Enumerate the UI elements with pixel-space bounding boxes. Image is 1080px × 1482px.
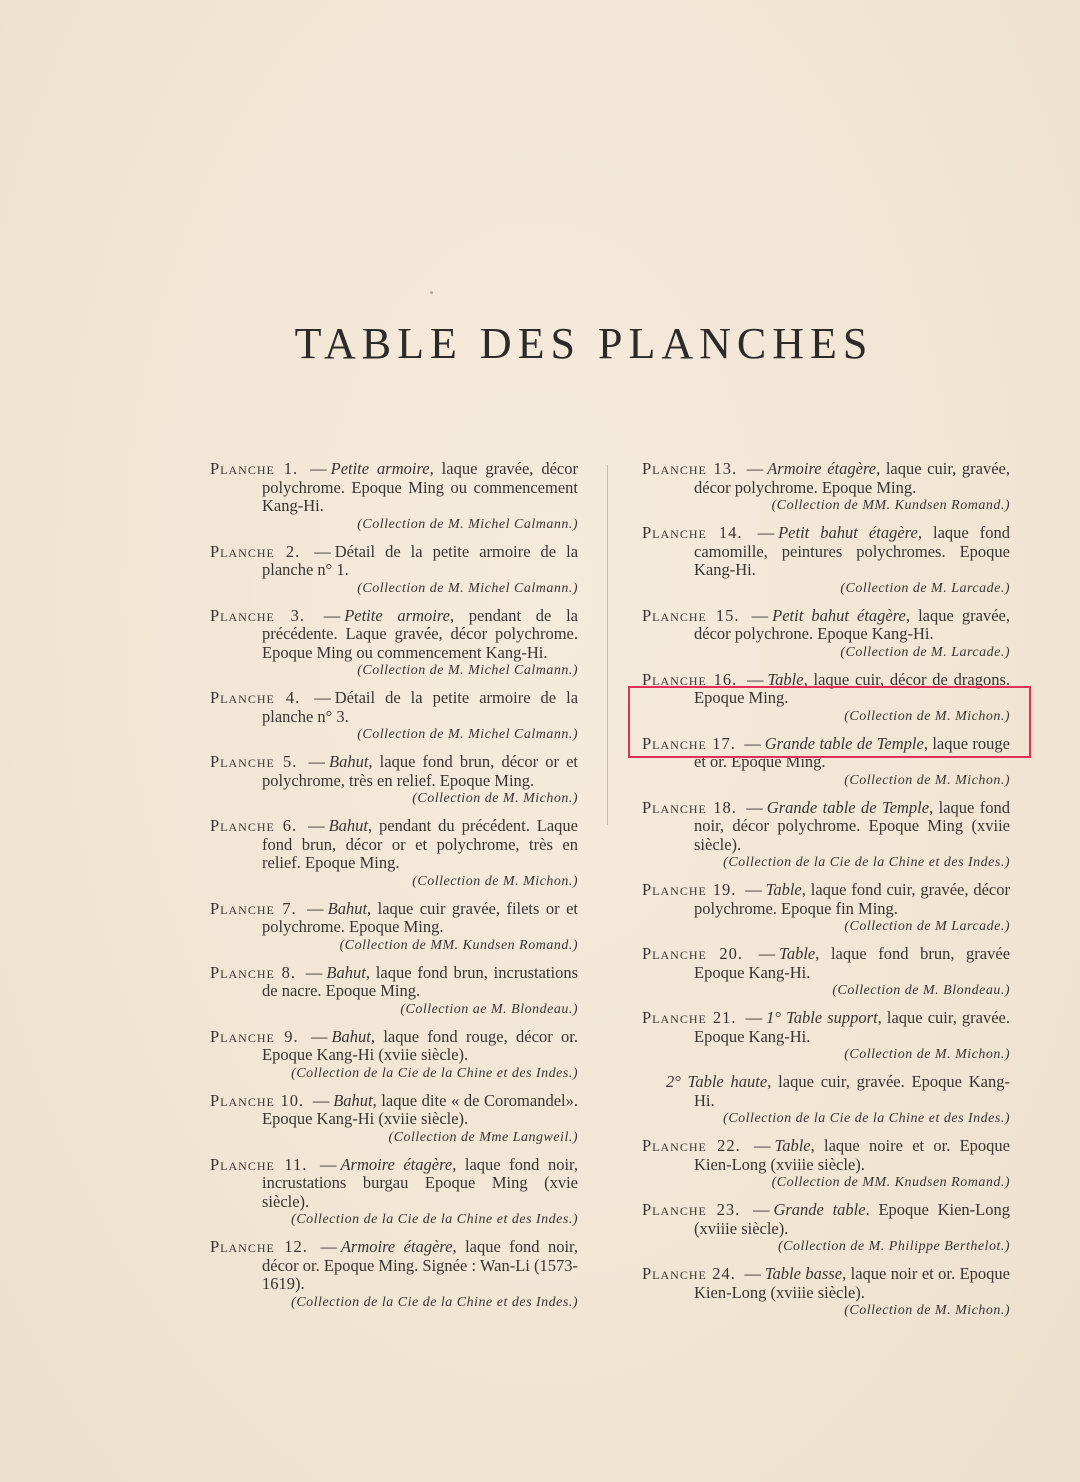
collection-credit: (Collection de M. Michon.): [412, 791, 578, 806]
plate-title: Armoire étagère: [767, 459, 877, 478]
plate-label: Planche 9.: [210, 1026, 299, 1046]
plate-description: [210, 900, 578, 937]
plate-text: , laque fond noir, décor or. Epoque Ming. Signée : Wan-Li (1573-1619).: [262, 1237, 578, 1293]
collection-credit: (Collection de la Cie de la Chine et des Indes.): [291, 1294, 578, 1310]
plate-entry: [210, 1028, 578, 1083]
plate-text: , laque gravée, décor polychrone. Epoque Kang-Hi.: [694, 605, 1010, 643]
plate-entry: [642, 1009, 1010, 1064]
plate-entry: [210, 753, 578, 808]
collection-credit: (Collection de M. Larcade.): [840, 580, 1010, 596]
collection-credit: (Collection de M. Michon.): [412, 873, 578, 889]
plate-label: Planche 13.: [642, 459, 738, 478]
dash-separator: —: [310, 459, 327, 478]
plate-entry: [642, 1265, 1010, 1320]
plate-title: Petit bahut étagère: [772, 605, 906, 625]
plate-description: [210, 1156, 578, 1212]
plate-description: [210, 1028, 578, 1065]
dash-separator: —: [757, 523, 775, 542]
plate-title: Petit bahut étagère: [778, 523, 918, 542]
plate-description: [210, 607, 578, 663]
collection-credit: (Collection de la Cie de la Chine et des Indes.): [723, 855, 1010, 870]
collection-credit: (Collection de M. Michel Calmann.): [357, 663, 578, 678]
dash-separator: —: [744, 733, 761, 753]
plate-entry: [642, 945, 1010, 1000]
plate-title: Grande table de Temple: [764, 733, 924, 753]
collection-credit: (Collection ae M. Blondeau.): [400, 1001, 578, 1017]
plate-title: Petite armoire: [344, 605, 450, 625]
dash-separator: —: [752, 1200, 770, 1219]
plate-text: . Epoque Kien-Long (xviiie siècle).: [694, 1200, 1010, 1238]
plate-label: Planche 16.: [642, 669, 738, 689]
right-column: [642, 460, 1010, 1329]
plate-entry: [210, 689, 578, 744]
dash-separator: —: [308, 816, 325, 835]
plate-entry: [210, 543, 578, 598]
plate-label: Planche 19.: [642, 880, 737, 899]
plate-label: Planche 6.: [210, 816, 298, 835]
plate-text: , laque rouge et or. Epoque Ming.: [694, 733, 1010, 771]
highlight-box: [628, 686, 1031, 758]
plate-label: Planche 22.: [642, 1136, 741, 1155]
plate-text: , laque cuir, décor de dragons. Epoque Ming.: [694, 669, 1010, 707]
plate-title: Table: [765, 880, 802, 899]
plate-text: Détail de la petite armoire de la planche n° 1.: [262, 541, 579, 579]
plate-label: Planche 18.: [642, 797, 737, 817]
plate-text: , laque fond rouge, décor or. Epoque Kang-Hi (xviie siècle).: [262, 1026, 579, 1064]
plate-label: Planche 10.: [210, 1090, 305, 1110]
plate-entry: [642, 799, 1010, 873]
dash-separator: —: [754, 1136, 771, 1155]
plate-title: Bahut: [331, 1026, 371, 1046]
plate-entry: [210, 964, 578, 1019]
collection-credit: (Collection de MM. Kundsen Romand.): [339, 937, 578, 953]
dash-separator: —: [745, 1008, 763, 1027]
collection-credit: (Collection de M Larcade.): [844, 919, 1010, 934]
plate-label: Planche 5.: [210, 752, 298, 771]
plate-text: , laque cuir, gravée. Epoque Kang-Hi.: [694, 1008, 1010, 1046]
paper-speck: [430, 291, 433, 294]
plate-text: , laque fond brun, gravée Epoque Kang-Hi.: [694, 944, 1011, 982]
plate-title: Table basse: [764, 1264, 843, 1283]
plate-title: Armoire étagère: [340, 1154, 453, 1174]
plate-description: [642, 799, 1010, 855]
plate-title: 1° Table support: [766, 1008, 878, 1027]
plate-text: , laque fond noir, incrustations burgau Epoque Ming (xvie siècle).: [262, 1154, 578, 1211]
collection-credit: (Collection de M. Blondeau.): [832, 983, 1010, 998]
plate-entry: [210, 817, 578, 891]
plate-entry: [642, 460, 1010, 515]
plate-entry: [210, 1238, 578, 1312]
collection-credit: (Collection de M. Michel Calmann.): [357, 516, 578, 532]
collection-credit: (Collection de M. Michel Calmann.): [357, 727, 578, 742]
collection-credit: (Collection de M. Michon.): [844, 1303, 1010, 1318]
plate-description: [210, 1092, 578, 1129]
plate-description: [642, 1009, 1010, 1046]
plate-entry: [642, 1137, 1010, 1192]
plate-description: [642, 881, 1010, 918]
collection-credit: (Collection de MM. Kundsen Romand.): [771, 498, 1010, 513]
plate-title: Petite armoire: [330, 459, 430, 478]
collection-credit: (Collection de MM. Knudsen Romand.): [771, 1175, 1010, 1190]
plate-description: [642, 524, 1010, 580]
dash-separator: —: [744, 1264, 761, 1283]
dash-separator: —: [745, 880, 762, 899]
plate-entry: [642, 524, 1010, 598]
plate-description: [642, 945, 1010, 982]
plate-entry: [642, 1073, 1010, 1128]
plate-title: Bahut: [329, 752, 369, 771]
dash-separator: —: [312, 1090, 330, 1110]
plate-text: , laque fond brun, incrustations de nacre. Epoque Ming.: [262, 962, 578, 1000]
plate-entry: [210, 1092, 578, 1147]
plate-title: Bahut: [328, 816, 368, 835]
plate-label: Planche 20.: [642, 944, 744, 963]
collection-credit: (Collection de M. Michel Calmann.): [357, 580, 578, 596]
plate-text: , laque cuir gravée, filets or et polychrome. Epoque Ming.: [262, 898, 578, 936]
plate-label: Planche 14.: [642, 523, 743, 542]
plate-title: Grande table: [773, 1200, 866, 1219]
dash-separator: —: [751, 605, 769, 625]
collection-credit: (Collection de la Cie de la Chine et des Indes.): [291, 1212, 578, 1227]
plate-text: , laque gravée, décor polychrome. Epoque Ming ou commencement Kang-Hi.: [262, 459, 579, 515]
dash-separator: —: [307, 898, 324, 918]
dash-separator: —: [314, 688, 331, 707]
plate-text: , pendant de la précédente. Laque gravée, décor polychrome. Epoque Ming ou commencement Kang-Hi.: [262, 605, 578, 662]
column-divider: [607, 465, 608, 825]
plate-label: Planche 4.: [210, 688, 301, 707]
plate-label: Planche 12.: [210, 1237, 308, 1256]
dash-separator: —: [320, 1237, 337, 1256]
collection-credit: (Collection de M. Philippe Berthelot.): [777, 1239, 1010, 1254]
plate-text: , laque cuir, gravée, décor polychrome. Epoque Ming.: [694, 459, 1011, 497]
plate-text: , laque dite « de Coromandel». Epoque Kang-Hi (xviie siècle).: [262, 1090, 578, 1128]
plate-title: Table: [767, 669, 804, 689]
plate-label: Planche 21.: [642, 1008, 737, 1027]
plate-description: [210, 964, 578, 1001]
plate-title: Table: [779, 944, 816, 963]
plate-entry: [210, 900, 578, 955]
plate-description: [210, 460, 578, 516]
plate-entry: [642, 607, 1010, 662]
plate-title: Grande table de Temple: [766, 797, 930, 817]
plate-label: Planche 2.: [210, 541, 301, 561]
plate-title: 2° Table haute: [666, 1072, 768, 1091]
plate-label: Planche 17.: [642, 733, 736, 753]
dash-separator: —: [746, 797, 763, 817]
dash-separator: —: [747, 669, 764, 689]
plate-entry: [642, 1201, 1010, 1256]
dash-separator: —: [746, 459, 764, 478]
plate-description: [642, 1073, 1010, 1110]
plate-label: Planche 11.: [210, 1154, 308, 1174]
plate-title: Bahut: [327, 898, 368, 918]
plate-label: Planche 23.: [642, 1200, 741, 1219]
collection-credit: (Collection de M. Michon.): [844, 708, 1010, 724]
dash-separator: —: [323, 605, 341, 625]
collection-credit: (Collection de la Cie de la Chine et des Indes.): [723, 1111, 1010, 1126]
plate-title: Armoire étagère: [340, 1237, 453, 1256]
plate-description: [210, 753, 578, 790]
plate-text: , laque noir et or. Epoque Kien-Long (xviiie siècle).: [694, 1264, 1010, 1302]
plate-text: , laque fond cuir, gravée, décor polychrome. Epoque fin Ming.: [694, 880, 1011, 918]
page-title: TABLE DES PLANCHES: [294, 319, 874, 368]
plate-label: Planche 3.: [210, 605, 305, 625]
plate-title: Bahut: [326, 962, 366, 982]
plate-text: , laque fond noir, décor polychrome. Epoque Ming (xviie siècle).: [694, 797, 1011, 854]
plate-text: , pendant du précédent. Laque fond brun, décor or et polychrome, très en relief. Epoque Ming.: [262, 816, 578, 872]
left-column: [210, 460, 578, 1321]
plate-entry: [210, 1156, 578, 1230]
plate-description: [642, 1265, 1010, 1302]
plate-description: [642, 460, 1010, 497]
plate-description: [642, 1201, 1010, 1238]
dash-separator: —: [758, 944, 776, 963]
plate-description: [210, 689, 578, 726]
collection-credit: (Collection de M. Michon.): [844, 772, 1010, 788]
plate-description: [210, 817, 578, 873]
plate-text: Détail de la petite armoire de la planche n° 3.: [262, 688, 579, 726]
dash-separator: —: [314, 541, 331, 561]
plate-label: Planche 8.: [210, 962, 297, 982]
dash-separator: —: [310, 1026, 328, 1046]
dash-separator: —: [319, 1154, 337, 1174]
plate-text: , laque fond brun, décor or et polychrome, très en relief. Epoque Ming.: [262, 752, 579, 790]
plate-label: Planche 1.: [210, 459, 299, 478]
plate-label: Planche 15.: [642, 605, 740, 625]
plate-description: [210, 1238, 578, 1294]
plate-title: Bahut: [333, 1090, 373, 1110]
plate-label: Planche 7.: [210, 898, 297, 918]
dash-separator: —: [305, 962, 323, 982]
plate-text: , laque fond camomille, peintures polychromes. Epoque Kang-Hi.: [694, 523, 1011, 579]
plate-description: [642, 607, 1010, 644]
plate-title: Table: [774, 1136, 811, 1155]
collection-credit: (Collection de M. Michon.): [844, 1047, 1010, 1062]
collection-credit: (Collection de M. Larcade.): [840, 644, 1010, 660]
dash-separator: —: [308, 752, 325, 771]
plate-description: [210, 543, 578, 580]
plate-entry: [210, 460, 578, 534]
plate-label: Planche 24.: [642, 1264, 736, 1283]
plate-text: , laque cuir, gravée. Epoque Kang-Hi.: [694, 1072, 1011, 1110]
plate-description: [642, 1137, 1010, 1174]
plate-text: , laque noire et or. Epoque Kien-Long (xviiie siècle).: [694, 1136, 1011, 1174]
plate-entry: [642, 881, 1010, 936]
plate-entry: [210, 607, 578, 681]
collection-credit: (Collection de la Cie de la Chine et des Indes.): [291, 1065, 578, 1081]
collection-credit: (Collection de Mme Langweil.): [388, 1129, 578, 1145]
